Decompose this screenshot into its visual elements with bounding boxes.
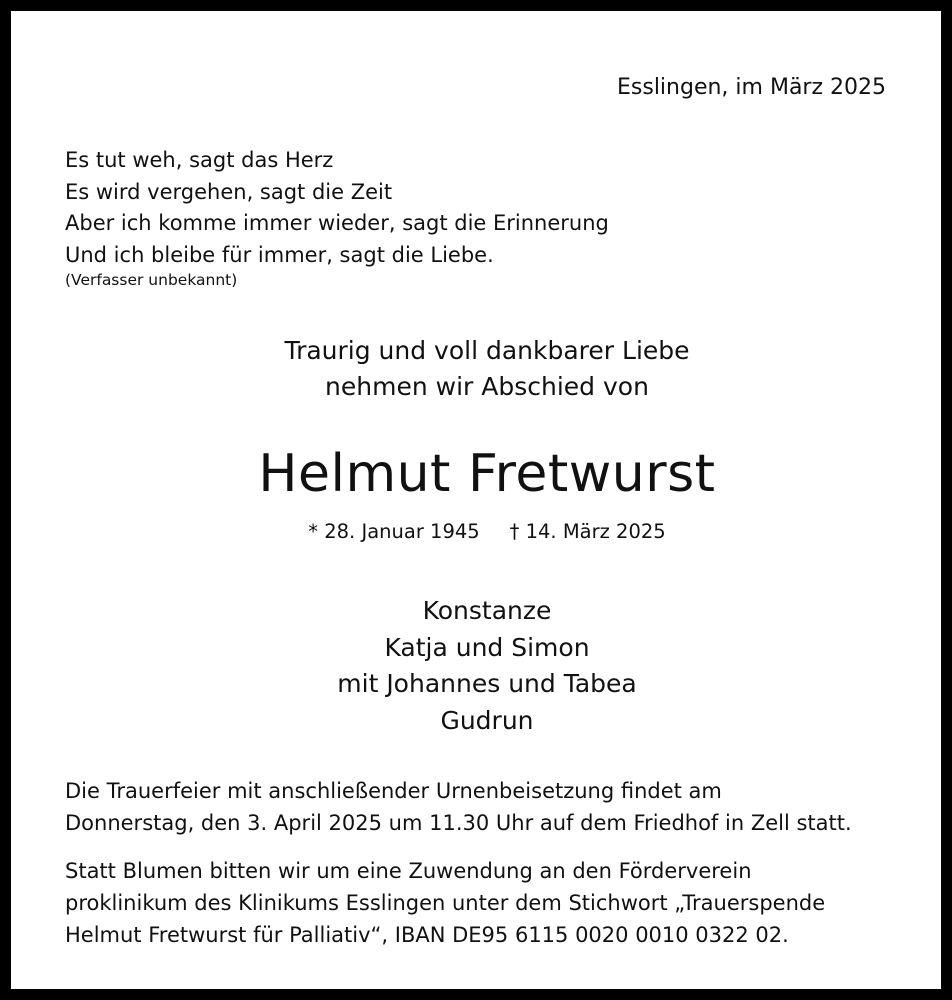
deceased-name: Helmut Fretwurst	[258, 444, 716, 504]
announcement-line: Traurig und voll dankbarer Liebe	[284, 336, 690, 365]
donation-line: proklinikum des Klinikums Esslingen unter dem Stichwort „Trauerspende	[65, 891, 826, 915]
mourner-name: Konstanze	[422, 596, 552, 625]
life-dates	[22, 516, 952, 548]
donation-line: Helmut Fretwurst für Palliativ“, IBAN DE95 6115 0020 0010 0322 02.	[65, 923, 789, 947]
birth-date: * 28. Januar 1945	[308, 520, 480, 543]
announcement	[22, 333, 952, 405]
donation-info	[65, 855, 825, 951]
mourners-list	[22, 593, 952, 739]
mourner-name: mit Johannes und Tabea	[337, 669, 637, 698]
ceremony-line: Donnerstag, den 3. April 2025 um 11.30 Uhr auf dem Friedhof in Zell statt.	[65, 811, 852, 835]
poem-line: Es tut weh, sagt das Herz	[65, 148, 334, 172]
ceremony-line: Die Trauerfeier mit anschließender Urnenbeisetzung findet am	[65, 779, 722, 803]
ceremony-info	[65, 775, 852, 839]
poem-line: Es wird vergehen, sagt die Zeit	[65, 179, 393, 204]
mourner-name: Gudrun	[440, 705, 534, 735]
announcement-line: nehmen wir Abschied von	[325, 372, 649, 401]
place-date: Esslingen, im März 2025	[617, 75, 886, 100]
poem-line: Aber ich komme immer wieder, sagt die Erinnerung	[65, 211, 609, 235]
donation-line: Statt Blumen bitten wir um eine Zuwendung an den Förderverein	[65, 859, 752, 883]
poem	[65, 145, 609, 291]
poem-author: (Verfasser unbekannt)	[65, 271, 238, 289]
poem-line: Und ich bleibe für immer, sagt die Liebe.	[65, 242, 494, 267]
mourner-name: Katja und Simon	[384, 632, 590, 662]
death-date: † 14. März 2025	[509, 520, 666, 543]
